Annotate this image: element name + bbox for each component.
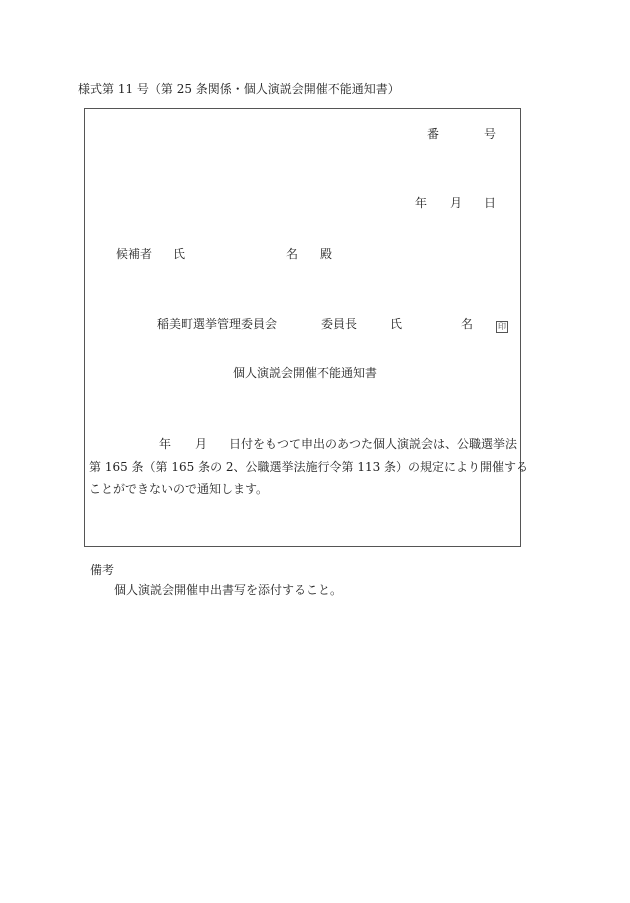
number-label-b: 号 [484,127,497,141]
date-year: 年 [415,196,428,210]
sender-position: 委員長 [321,317,358,331]
sender-organization: 稲美町選挙管理委員会 [157,317,278,331]
addressee-name-b: 名 [286,247,299,261]
addressee-title: 候補者 [116,247,153,261]
form-header: 様式第 11 号（第 25 条関係・個人演説会開催不能通知書） [78,82,400,96]
body-line2: 第 165 条（第 165 条の 2、公職選挙法施行令第 113 条）の規定により開催する [89,459,529,474]
remarks-heading: 備考 [90,563,115,577]
number-label-a: 番 [427,127,440,141]
date-day: 日 [484,196,497,210]
body-line3: ことができないので通知します。 [89,482,269,496]
body-month: 月 [195,437,208,451]
document-title: 個人演説会開催不能通知書 [233,366,378,380]
addressee-name-a: 氏 [173,247,186,261]
body-year: 年 [159,437,172,451]
date-month: 月 [450,196,463,210]
sender-name-a: 氏 [390,317,403,331]
addressee-honorific: 殿 [320,247,333,261]
notification-body [89,433,529,501]
sender-name-b: 名 [461,317,474,331]
remarks-text: 個人演説会開催申出書写を添付すること。 [114,583,343,597]
body-line1: 日付をもつて申出のあつた個人演説会は、公職選挙法 [229,437,518,451]
seal-icon: 印 [498,322,506,331]
